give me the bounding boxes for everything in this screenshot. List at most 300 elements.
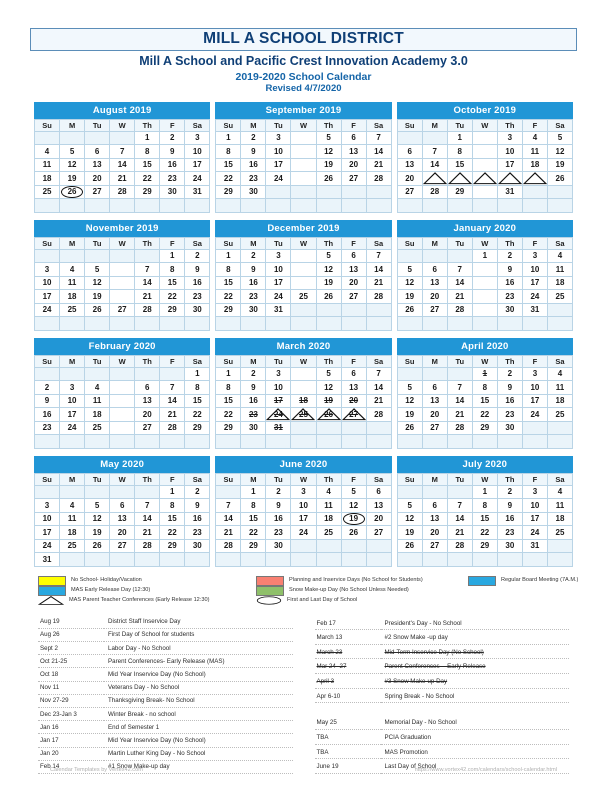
calendar-day-cell[interactable]: [241, 303, 266, 317]
calendar-day-cell[interactable]: [422, 303, 447, 317]
calendar-day-cell[interactable]: [60, 408, 85, 422]
calendar-day-cell[interactable]: [135, 512, 160, 526]
calendar-day-cell[interactable]: [522, 172, 547, 186]
calendar-day-cell[interactable]: [216, 381, 241, 395]
calendar-day-cell[interactable]: [472, 526, 497, 540]
calendar-day-cell[interactable]: [316, 249, 341, 263]
calendar-day-cell[interactable]: [241, 367, 266, 381]
calendar-day-cell[interactable]: [472, 421, 497, 435]
calendar-day-cell[interactable]: [185, 249, 210, 263]
calendar-day-cell[interactable]: [366, 172, 391, 186]
calendar-day-cell[interactable]: [160, 185, 185, 199]
calendar-day-cell[interactable]: [160, 172, 185, 186]
calendar-day-cell[interactable]: [447, 131, 472, 145]
calendar-day-cell[interactable]: [547, 408, 572, 422]
calendar-day-cell[interactable]: [341, 276, 366, 290]
calendar-day-cell[interactable]: [60, 276, 85, 290]
calendar-day-cell[interactable]: [60, 499, 85, 513]
calendar-day-cell[interactable]: [547, 145, 572, 159]
calendar-day-cell[interactable]: [547, 512, 572, 526]
calendar-day-cell[interactable]: [35, 408, 60, 422]
calendar-day-cell[interactable]: [110, 394, 135, 408]
calendar-day-cell[interactable]: [447, 172, 472, 186]
calendar-day-cell[interactable]: [522, 290, 547, 304]
calendar-day-cell[interactable]: [160, 394, 185, 408]
calendar-day-cell[interactable]: [110, 185, 135, 199]
calendar-day-cell[interactable]: [497, 276, 522, 290]
calendar-day-cell[interactable]: [522, 131, 547, 145]
calendar-day-cell[interactable]: [472, 185, 497, 199]
calendar-day-cell[interactable]: [241, 172, 266, 186]
calendar-day-cell[interactable]: [472, 131, 497, 145]
calendar-day-cell[interactable]: [422, 512, 447, 526]
calendar-day-cell[interactable]: [35, 290, 60, 304]
calendar-day-cell[interactable]: [135, 263, 160, 277]
calendar-day-cell[interactable]: [85, 158, 110, 172]
calendar-day-cell[interactable]: [110, 276, 135, 290]
calendar-day-cell[interactable]: [160, 539, 185, 553]
calendar-day-cell[interactable]: [241, 394, 266, 408]
calendar-day-cell[interactable]: [135, 499, 160, 513]
calendar-day-cell[interactable]: [547, 394, 572, 408]
calendar-day-cell[interactable]: [447, 290, 472, 304]
calendar-day-cell[interactable]: [291, 158, 316, 172]
calendar-day-cell[interactable]: [397, 185, 422, 199]
calendar-day-cell[interactable]: [397, 145, 422, 159]
calendar-day-cell[interactable]: [60, 185, 85, 199]
calendar-day-cell[interactable]: [85, 303, 110, 317]
calendar-day-cell[interactable]: [291, 394, 316, 408]
calendar-day-cell[interactable]: [522, 539, 547, 553]
calendar-day-cell[interactable]: [497, 485, 522, 499]
calendar-day-cell[interactable]: [160, 381, 185, 395]
calendar-day-cell[interactable]: [135, 185, 160, 199]
calendar-day-cell[interactable]: [522, 263, 547, 277]
calendar-day-cell[interactable]: [216, 526, 241, 540]
calendar-day-cell[interactable]: [241, 276, 266, 290]
calendar-day-cell[interactable]: [85, 499, 110, 513]
calendar-day-cell[interactable]: [291, 526, 316, 540]
calendar-day-cell[interactable]: [397, 539, 422, 553]
calendar-day-cell[interactable]: [185, 539, 210, 553]
calendar-day-cell[interactable]: [185, 512, 210, 526]
calendar-day-cell[interactable]: [266, 408, 291, 422]
calendar-day-cell[interactable]: [85, 185, 110, 199]
calendar-day-cell[interactable]: [472, 381, 497, 395]
calendar-day-cell[interactable]: [497, 303, 522, 317]
calendar-day-cell[interactable]: [85, 394, 110, 408]
footer-url[interactable]: https://www.vortex42.com/calendars/school-calendar.html: [414, 767, 557, 773]
calendar-day-cell[interactable]: [316, 145, 341, 159]
calendar-day-cell[interactable]: [110, 172, 135, 186]
calendar-day-cell[interactable]: [397, 172, 422, 186]
calendar-day-cell[interactable]: [110, 303, 135, 317]
calendar-day-cell[interactable]: [35, 499, 60, 513]
calendar-day-cell[interactable]: [60, 512, 85, 526]
calendar-day-cell[interactable]: [85, 408, 110, 422]
calendar-day-cell[interactable]: [291, 145, 316, 159]
calendar-day-cell[interactable]: [291, 290, 316, 304]
calendar-day-cell[interactable]: [60, 263, 85, 277]
calendar-day-cell[interactable]: [522, 249, 547, 263]
calendar-day-cell[interactable]: [497, 512, 522, 526]
calendar-day-cell[interactable]: [135, 408, 160, 422]
calendar-day-cell[interactable]: [316, 290, 341, 304]
calendar-day-cell[interactable]: [522, 158, 547, 172]
calendar-day-cell[interactable]: [397, 263, 422, 277]
calendar-day-cell[interactable]: [341, 499, 366, 513]
calendar-day-cell[interactable]: [35, 553, 60, 567]
calendar-day-cell[interactable]: [447, 185, 472, 199]
calendar-day-cell[interactable]: [160, 303, 185, 317]
calendar-day-cell[interactable]: [241, 485, 266, 499]
calendar-day-cell[interactable]: [547, 172, 572, 186]
calendar-day-cell[interactable]: [60, 158, 85, 172]
calendar-day-cell[interactable]: [522, 499, 547, 513]
calendar-day-cell[interactable]: [135, 131, 160, 145]
calendar-day-cell[interactable]: [422, 145, 447, 159]
calendar-day-cell[interactable]: [266, 381, 291, 395]
calendar-day-cell[interactable]: [110, 145, 135, 159]
calendar-day-cell[interactable]: [291, 263, 316, 277]
calendar-day-cell[interactable]: [110, 290, 135, 304]
calendar-day-cell[interactable]: [397, 512, 422, 526]
calendar-day-cell[interactable]: [241, 290, 266, 304]
calendar-day-cell[interactable]: [110, 539, 135, 553]
calendar-day-cell[interactable]: [216, 131, 241, 145]
calendar-day-cell[interactable]: [316, 381, 341, 395]
calendar-day-cell[interactable]: [241, 158, 266, 172]
calendar-day-cell[interactable]: [60, 421, 85, 435]
calendar-day-cell[interactable]: [241, 408, 266, 422]
calendar-day-cell[interactable]: [316, 499, 341, 513]
calendar-day-cell[interactable]: [216, 290, 241, 304]
calendar-day-cell[interactable]: [397, 526, 422, 540]
calendar-day-cell[interactable]: [472, 249, 497, 263]
calendar-day-cell[interactable]: [522, 485, 547, 499]
calendar-day-cell[interactable]: [366, 512, 391, 526]
calendar-day-cell[interactable]: [447, 526, 472, 540]
calendar-day-cell[interactable]: [341, 394, 366, 408]
calendar-day-cell[interactable]: [185, 131, 210, 145]
calendar-day-cell[interactable]: [35, 512, 60, 526]
calendar-day-cell[interactable]: [85, 145, 110, 159]
calendar-day-cell[interactable]: [35, 145, 60, 159]
calendar-day-cell[interactable]: [397, 303, 422, 317]
calendar-day-cell[interactable]: [497, 381, 522, 395]
calendar-day-cell[interactable]: [522, 303, 547, 317]
calendar-day-cell[interactable]: [216, 408, 241, 422]
calendar-day-cell[interactable]: [35, 303, 60, 317]
calendar-day-cell[interactable]: [35, 172, 60, 186]
calendar-day-cell[interactable]: [60, 381, 85, 395]
calendar-day-cell[interactable]: [185, 421, 210, 435]
calendar-day-cell[interactable]: [160, 290, 185, 304]
calendar-day-cell[interactable]: [366, 263, 391, 277]
calendar-day-cell[interactable]: [216, 145, 241, 159]
calendar-day-cell[interactable]: [266, 394, 291, 408]
calendar-day-cell[interactable]: [216, 367, 241, 381]
calendar-day-cell[interactable]: [316, 131, 341, 145]
calendar-day-cell[interactable]: [160, 421, 185, 435]
calendar-day-cell[interactable]: [35, 263, 60, 277]
calendar-day-cell[interactable]: [266, 131, 291, 145]
calendar-day-cell[interactable]: [185, 290, 210, 304]
calendar-day-cell[interactable]: [266, 290, 291, 304]
calendar-day-cell[interactable]: [266, 276, 291, 290]
calendar-day-cell[interactable]: [266, 158, 291, 172]
calendar-day-cell[interactable]: [110, 381, 135, 395]
calendar-day-cell[interactable]: [422, 381, 447, 395]
calendar-day-cell[interactable]: [497, 408, 522, 422]
calendar-day-cell[interactable]: [422, 408, 447, 422]
calendar-day-cell[interactable]: [160, 499, 185, 513]
calendar-day-cell[interactable]: [422, 158, 447, 172]
calendar-day-cell[interactable]: [366, 249, 391, 263]
calendar-day-cell[interactable]: [497, 290, 522, 304]
calendar-day-cell[interactable]: [547, 367, 572, 381]
calendar-day-cell[interactable]: [366, 367, 391, 381]
calendar-day-cell[interactable]: [397, 381, 422, 395]
calendar-day-cell[interactable]: [522, 145, 547, 159]
calendar-day-cell[interactable]: [341, 381, 366, 395]
calendar-day-cell[interactable]: [497, 145, 522, 159]
calendar-day-cell[interactable]: [472, 276, 497, 290]
calendar-day-cell[interactable]: [472, 158, 497, 172]
calendar-day-cell[interactable]: [135, 145, 160, 159]
calendar-day-cell[interactable]: [110, 263, 135, 277]
calendar-day-cell[interactable]: [472, 145, 497, 159]
calendar-day-cell[interactable]: [160, 408, 185, 422]
calendar-day-cell[interactable]: [241, 381, 266, 395]
calendar-day-cell[interactable]: [497, 499, 522, 513]
calendar-day-cell[interactable]: [447, 539, 472, 553]
calendar-day-cell[interactable]: [497, 263, 522, 277]
calendar-day-cell[interactable]: [497, 158, 522, 172]
calendar-day-cell[interactable]: [216, 512, 241, 526]
calendar-day-cell[interactable]: [397, 394, 422, 408]
calendar-day-cell[interactable]: [35, 381, 60, 395]
calendar-day-cell[interactable]: [35, 394, 60, 408]
calendar-day-cell[interactable]: [185, 526, 210, 540]
calendar-day-cell[interactable]: [266, 145, 291, 159]
calendar-day-cell[interactable]: [60, 172, 85, 186]
calendar-day-cell[interactable]: [291, 381, 316, 395]
calendar-day-cell[interactable]: [35, 526, 60, 540]
calendar-day-cell[interactable]: [185, 158, 210, 172]
calendar-day-cell[interactable]: [291, 512, 316, 526]
calendar-day-cell[interactable]: [447, 263, 472, 277]
calendar-day-cell[interactable]: [241, 526, 266, 540]
calendar-day-cell[interactable]: [447, 512, 472, 526]
calendar-day-cell[interactable]: [291, 172, 316, 186]
calendar-day-cell[interactable]: [422, 172, 447, 186]
calendar-day-cell[interactable]: [85, 539, 110, 553]
calendar-day-cell[interactable]: [397, 290, 422, 304]
calendar-day-cell[interactable]: [135, 158, 160, 172]
calendar-day-cell[interactable]: [316, 408, 341, 422]
calendar-day-cell[interactable]: [85, 381, 110, 395]
calendar-day-cell[interactable]: [291, 367, 316, 381]
calendar-day-cell[interactable]: [185, 394, 210, 408]
calendar-day-cell[interactable]: [60, 539, 85, 553]
calendar-day-cell[interactable]: [341, 367, 366, 381]
calendar-day-cell[interactable]: [366, 131, 391, 145]
calendar-day-cell[interactable]: [522, 526, 547, 540]
calendar-day-cell[interactable]: [266, 421, 291, 435]
calendar-day-cell[interactable]: [266, 367, 291, 381]
calendar-day-cell[interactable]: [135, 381, 160, 395]
calendar-day-cell[interactable]: [341, 526, 366, 540]
calendar-day-cell[interactable]: [241, 512, 266, 526]
calendar-day-cell[interactable]: [135, 539, 160, 553]
calendar-day-cell[interactable]: [160, 512, 185, 526]
calendar-day-cell[interactable]: [216, 394, 241, 408]
calendar-day-cell[interactable]: [216, 276, 241, 290]
calendar-day-cell[interactable]: [291, 131, 316, 145]
calendar-day-cell[interactable]: [472, 539, 497, 553]
calendar-day-cell[interactable]: [216, 539, 241, 553]
calendar-day-cell[interactable]: [472, 485, 497, 499]
calendar-day-cell[interactable]: [547, 499, 572, 513]
calendar-day-cell[interactable]: [85, 276, 110, 290]
calendar-day-cell[interactable]: [160, 158, 185, 172]
calendar-day-cell[interactable]: [160, 145, 185, 159]
calendar-day-cell[interactable]: [135, 276, 160, 290]
calendar-day-cell[interactable]: [341, 145, 366, 159]
calendar-day-cell[interactable]: [241, 539, 266, 553]
calendar-day-cell[interactable]: [341, 485, 366, 499]
calendar-day-cell[interactable]: [497, 185, 522, 199]
calendar-day-cell[interactable]: [366, 290, 391, 304]
calendar-day-cell[interactable]: [266, 539, 291, 553]
calendar-day-cell[interactable]: [366, 394, 391, 408]
calendar-day-cell[interactable]: [241, 421, 266, 435]
calendar-day-cell[interactable]: [85, 290, 110, 304]
calendar-day-cell[interactable]: [266, 512, 291, 526]
calendar-day-cell[interactable]: [160, 485, 185, 499]
calendar-day-cell[interactable]: [241, 185, 266, 199]
calendar-day-cell[interactable]: [497, 249, 522, 263]
calendar-day-cell[interactable]: [447, 499, 472, 513]
calendar-day-cell[interactable]: [522, 512, 547, 526]
calendar-day-cell[interactable]: [472, 172, 497, 186]
calendar-day-cell[interactable]: [110, 158, 135, 172]
calendar-day-cell[interactable]: [85, 526, 110, 540]
calendar-day-cell[interactable]: [447, 303, 472, 317]
calendar-day-cell[interactable]: [341, 263, 366, 277]
calendar-day-cell[interactable]: [422, 421, 447, 435]
calendar-day-cell[interactable]: [216, 158, 241, 172]
calendar-day-cell[interactable]: [366, 408, 391, 422]
calendar-day-cell[interactable]: [266, 526, 291, 540]
calendar-day-cell[interactable]: [366, 526, 391, 540]
calendar-day-cell[interactable]: [110, 512, 135, 526]
calendar-day-cell[interactable]: [522, 276, 547, 290]
calendar-day-cell[interactable]: [266, 172, 291, 186]
calendar-day-cell[interactable]: [291, 485, 316, 499]
calendar-day-cell[interactable]: [397, 408, 422, 422]
calendar-day-cell[interactable]: [397, 158, 422, 172]
calendar-day-cell[interactable]: [341, 172, 366, 186]
calendar-day-cell[interactable]: [447, 158, 472, 172]
calendar-day-cell[interactable]: [216, 249, 241, 263]
calendar-day-cell[interactable]: [185, 499, 210, 513]
calendar-day-cell[interactable]: [522, 408, 547, 422]
calendar-day-cell[interactable]: [497, 131, 522, 145]
calendar-day-cell[interactable]: [35, 539, 60, 553]
calendar-day-cell[interactable]: [160, 131, 185, 145]
calendar-day-cell[interactable]: [85, 263, 110, 277]
calendar-day-cell[interactable]: [110, 421, 135, 435]
calendar-day-cell[interactable]: [497, 367, 522, 381]
calendar-day-cell[interactable]: [522, 394, 547, 408]
calendar-day-cell[interactable]: [366, 276, 391, 290]
calendar-day-cell[interactable]: [366, 381, 391, 395]
calendar-day-cell[interactable]: [216, 499, 241, 513]
calendar-day-cell[interactable]: [497, 526, 522, 540]
calendar-day-cell[interactable]: [241, 499, 266, 513]
calendar-day-cell[interactable]: [60, 290, 85, 304]
calendar-day-cell[interactable]: [185, 381, 210, 395]
calendar-day-cell[interactable]: [291, 276, 316, 290]
calendar-day-cell[interactable]: [472, 303, 497, 317]
calendar-day-cell[interactable]: [341, 158, 366, 172]
calendar-day-cell[interactable]: [366, 499, 391, 513]
calendar-day-cell[interactable]: [185, 145, 210, 159]
calendar-day-cell[interactable]: [472, 408, 497, 422]
calendar-day-cell[interactable]: [160, 263, 185, 277]
calendar-day-cell[interactable]: [135, 303, 160, 317]
calendar-day-cell[interactable]: [216, 185, 241, 199]
calendar-day-cell[interactable]: [60, 303, 85, 317]
calendar-day-cell[interactable]: [547, 276, 572, 290]
calendar-day-cell[interactable]: [85, 512, 110, 526]
calendar-day-cell[interactable]: [60, 394, 85, 408]
calendar-day-cell[interactable]: [422, 394, 447, 408]
calendar-day-cell[interactable]: [35, 421, 60, 435]
calendar-day-cell[interactable]: [422, 526, 447, 540]
calendar-day-cell[interactable]: [497, 539, 522, 553]
calendar-day-cell[interactable]: [397, 499, 422, 513]
calendar-day-cell[interactable]: [110, 499, 135, 513]
calendar-day-cell[interactable]: [422, 276, 447, 290]
calendar-day-cell[interactable]: [35, 185, 60, 199]
calendar-day-cell[interactable]: [447, 381, 472, 395]
calendar-day-cell[interactable]: [160, 526, 185, 540]
calendar-day-cell[interactable]: [160, 276, 185, 290]
calendar-day-cell[interactable]: [547, 485, 572, 499]
calendar-day-cell[interactable]: [341, 131, 366, 145]
calendar-day-cell[interactable]: [135, 526, 160, 540]
calendar-day-cell[interactable]: [422, 263, 447, 277]
calendar-day-cell[interactable]: [241, 145, 266, 159]
calendar-day-cell[interactable]: [547, 249, 572, 263]
calendar-day-cell[interactable]: [266, 263, 291, 277]
calendar-day-cell[interactable]: [316, 526, 341, 540]
calendar-day-cell[interactable]: [135, 394, 160, 408]
calendar-day-cell[interactable]: [447, 408, 472, 422]
calendar-day-cell[interactable]: [522, 381, 547, 395]
calendar-day-cell[interactable]: [472, 394, 497, 408]
calendar-day-cell[interactable]: [472, 512, 497, 526]
calendar-day-cell[interactable]: [241, 249, 266, 263]
calendar-day-cell[interactable]: [185, 408, 210, 422]
calendar-day-cell[interactable]: [397, 276, 422, 290]
calendar-day-cell[interactable]: [316, 263, 341, 277]
calendar-day-cell[interactable]: [316, 276, 341, 290]
calendar-day-cell[interactable]: [341, 408, 366, 422]
